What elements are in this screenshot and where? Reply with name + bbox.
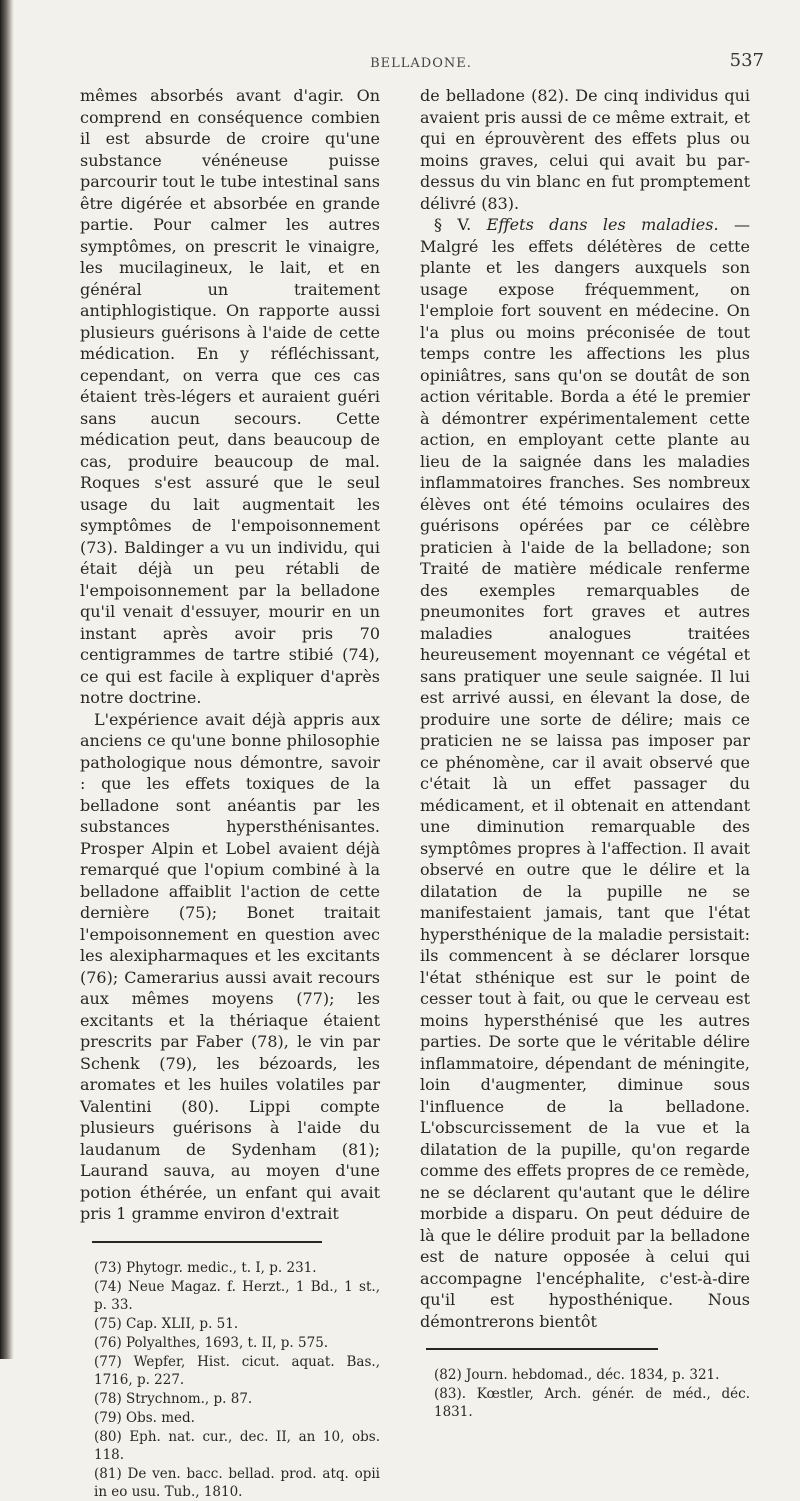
body-paragraph: de belladone (82). De cinq individus qui avaient pris aussi de ce même extrait, et qui en éprouvèrent des effets plus ou moins graves, celui qui avait bu par-dessus du vin blanc en fut promptement délivré (83). — [420, 86, 750, 213]
footnote: (76) Polyalthes, 1693, t. II, p. 575. — [94, 1334, 329, 1351]
footnote: (82) Journ. hebdomad., déc. 1834, p. 321. — [434, 1367, 720, 1383]
body-paragraph: L'expérience avait déjà appris aux anciens ce qu'une bonne philosophie pathologique nous démontre, savoir : que les effets toxiques de la belladone sont anéantis par les substances hypersthénisantes. Prosper Alpin et Lobel avaient déjà remarqué que l'opium combiné à la belladone affaiblit l'action de cette dernière (75); Bonet traitait l'empoisonnement en question avec les alexipharmaques et les excitants (76); Camerarius aussi avait recours aux mêmes moyens (77); les excitants et la thériaque étaient prescrits par Faber (78), le vin par Schenk (79), les bézoards, les aromates et les huiles volatiles par Valentini (80). Lippi compte plusieurs guérisons à l'aide du laudanum de Sydenham (81); Laurand sauva, au moyen d'une potion éthérée, un enfant qui avait pris 1 gramme environ d'extrait — [80, 709, 380, 1223]
footnote: (79) Obs. med. — [94, 1409, 195, 1426]
body-paragraph: mêmes absorbés avant d'agir. On comprend en conséquence combien il est absurde de croire qu'une substance vénéneuse puisse parcourir tout le tube intestinal sans être digérée et absorbée en grande partie. Pour calmer les autres symptômes, on prescrit le vinaigre, les mucilagineux, le lait, et en général un traitement antiphlogistique. On rapporte aussi plusieurs guérisons à l'aide de cette médication. En y réfléchissant, cependant, on verra que ces cas étaient très-légers et auraient guéri sans aucun secours. Cette médication peut, dans beaucoup de cas, produire beaucoup de mal. Roques s'est assuré que le seul usage du lait augmentait les symptômes de l'empoisonnement (73). Baldinger a vu un individu, qui était déjà un peu rétabli de l'empoisonnement par la belladone qu'il venait d'essuyer, mourir en un instant après avoir pris 70 centigrammes de tartre stibié (74), ce qui est facile à expliquer d'après notre doctrine. — [80, 86, 380, 707]
footnote: (75) Cap. XLII, p. 51. — [94, 1315, 239, 1332]
footnote: (80) Eph. nat. cur., dec. II, an 10, obs. 118. — [94, 1428, 380, 1463]
footnote: (78) Strychnom., p. 87. — [94, 1390, 253, 1407]
footnote: (83). Kœstler, Arch. génér. de méd., déc. 1831. — [434, 1386, 750, 1420]
section-title: Effets dans les maladies. — [486, 215, 719, 234]
footnotes — [420, 1366, 750, 1421]
section-text: — Malgré les effets délétères de cette plante et les dangers auxquels son usage expose fréquemment, on l'emploie fort souvent en médecine. On l'a plus ou moins préconisée de tout temps contre les affections les plus opiniâtres, sans qu'on se doutât de son action véritable. Borda a été le premier à démontrer expérimentalement cette action, en employant cette plante au lieu de la saignée dans les maladies inflammatoires franches. Ses nombreux élèves ont été témoins oculaires des guérisons opérées par ce célèbre praticien à l'aide de la belladone; son Traité de matière médicale renferme des exemples remarquables de pneumonites fort graves et autres maladies analogues traitées heureusement moyennant ce végétal et sans pratiquer une seule saignée. Il lui est arrivé aussi, en élevant la dose, de produire une sorte de délire; mais ce praticien ne se laissa pas imposer par ce phénomène, car il avait observé que c'était là un effet passager du médicament, et il obtenait en attendant une diminution remarquable des symptômes propres à l'affection. Il avait observé en outre que le délire et la dilatation de la pupille ne se manifestaient jamais, tant que l'état hypersthénique de la maladie persistait: ils commencent à se déclarer lorsque l'état sthénique est sur le point de cesser tout à fait, ou que le cerveau est moins hypersthénisé que les autres parties. De sorte que le véritable délire inflammatoire, dépendant de méningite, loin d'augmenter, diminue sous l'influence de la belladone. L'obscurcissement de la vue et la dilatation de la pupille, qu'on regarde comme des effets propres de ce remède, ne se déclarent qu'autant que le délire morbide a disparu. On peut déduire de là que le délire produit par la belladone est de nature opposée à celui qui accompagne l'encéphalite, c'est-à-dire qu'il est hyposthénique. Nous démontrerons bientôt — [420, 215, 750, 1331]
footnote: (73) Phytogr. medic., t. I, p. 231. — [94, 1259, 317, 1276]
footnote: (77) Wepfer, Hist. cicut. aquat. Bas., 1716, p. 227. — [94, 1353, 380, 1388]
left-column — [80, 85, 380, 1501]
page-header — [72, 50, 770, 80]
book-binding-edge — [0, 0, 14, 1359]
footnote: (81) De ven. bacc. bellad. prod. atq. opii in eo usu. Tub., 1810. — [94, 1465, 380, 1500]
section-paragraph — [420, 214, 750, 1332]
right-column — [420, 85, 750, 1421]
running-head: BELLADONE. — [370, 56, 472, 71]
footnote: (74) Neue Magaz. f. Herzt., 1 Bd., 1 st., p. 33. — [94, 1278, 380, 1313]
footnote-divider — [426, 1348, 658, 1350]
footnotes — [80, 1259, 380, 1501]
page-number: 537 — [729, 50, 764, 71]
footnote-divider — [92, 1241, 322, 1243]
section-mark: § V. — [434, 215, 472, 234]
